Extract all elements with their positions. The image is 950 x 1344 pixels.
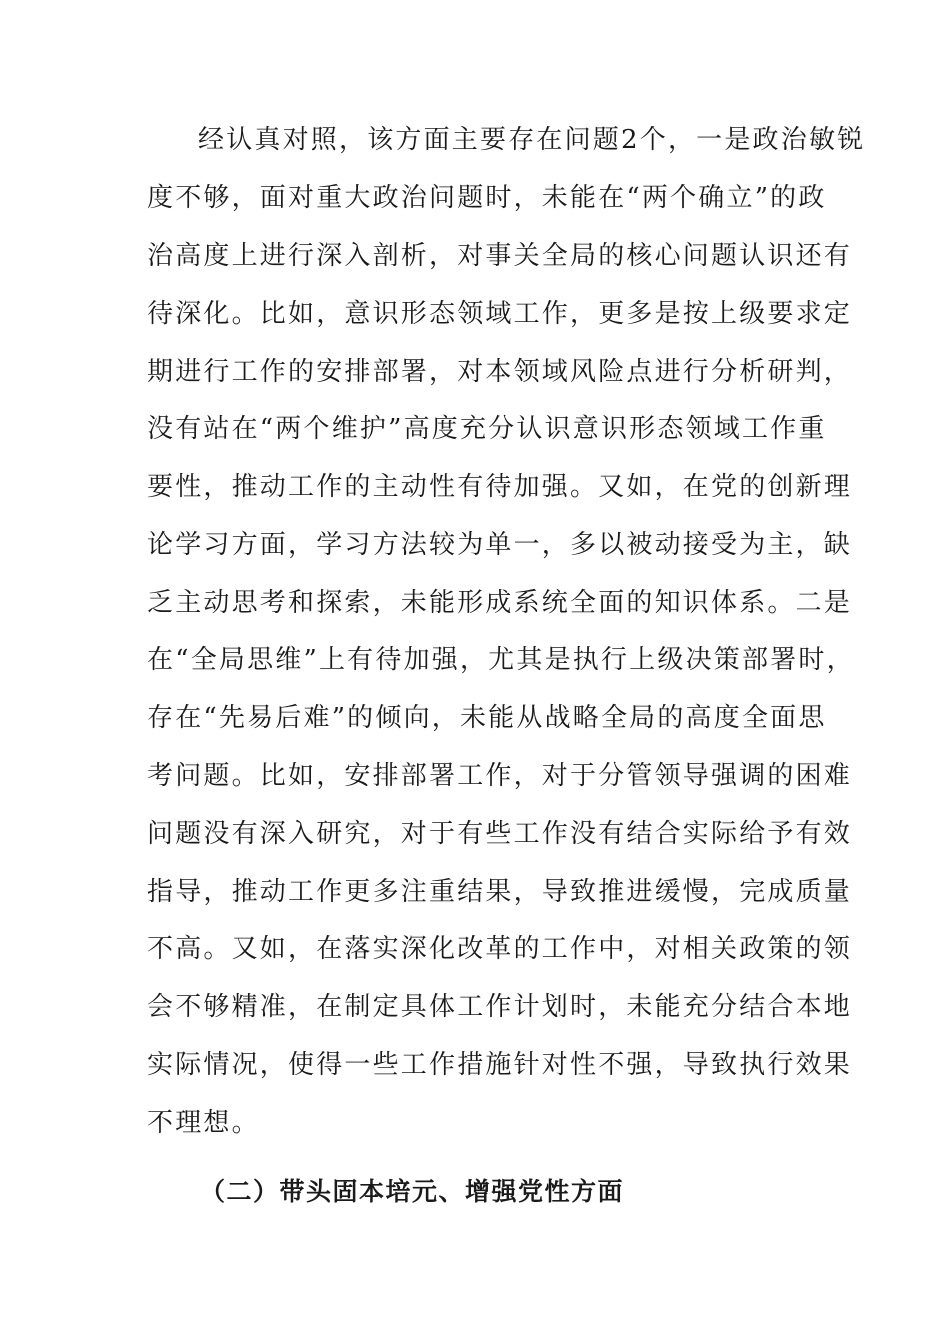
- paragraph-line: 在“全局思维”上有待加强，尤其是执行上级决策部署时，: [147, 645, 855, 675]
- paragraph-line: 指导，推动工作更多注重结果，导致推进缓慢，完成质量: [147, 877, 853, 907]
- paragraph-line: 待深化。比如，意识形态领域工作，更多是按上级要求定: [147, 299, 853, 329]
- paragraph-line: 治高度上进行深入剖析，对事关全局的核心问题认识还有: [147, 241, 853, 271]
- paragraph-line: 考问题。比如，安排部署工作，对于分管领导强调的困难: [147, 761, 853, 791]
- paragraph-line: 要性，推动工作的主动性有待加强。又如，在党的创新理: [147, 472, 853, 502]
- paragraph-line: 没有站在“两个维护”高度充分认识意识形态领域工作重: [147, 414, 827, 444]
- paragraph-line: 实际情况，使得一些工作措施针对性不强，导致执行效果: [147, 1050, 853, 1080]
- paragraph-line: 不理想。: [147, 1108, 260, 1138]
- paragraph-line: 问题没有深入研究，对于有些工作没有结合实际给予有效: [147, 819, 853, 849]
- paragraph-line: 存在“先易后难”的倾向，未能从战略全局的高度全面思: [147, 703, 827, 733]
- paragraph-line: 度不够，面对重大政治问题时，未能在“两个确立”的政: [147, 183, 827, 213]
- paragraph-line: 期进行工作的安排部署，对本领域风险点进行分析研判，: [147, 357, 853, 387]
- section-heading: （二）带头固本培元、增强党性方面: [200, 1177, 625, 1206]
- paragraph-line: 经认真对照，该方面主要存在问题2个，一是政治敏锐: [198, 125, 866, 155]
- paragraph-line: 不高。又如，在落实深化改革的工作中，对相关政策的领: [147, 934, 853, 964]
- paragraph-line: 论学习方面，学习方法较为单一，多以被动接受为主，缺: [147, 530, 853, 560]
- paragraph-line: 乏主动思考和探索，未能形成系统全面的知识体系。二是: [147, 588, 853, 618]
- paragraph-line: 会不够精准，在制定具体工作计划时，未能充分结合本地: [147, 992, 853, 1022]
